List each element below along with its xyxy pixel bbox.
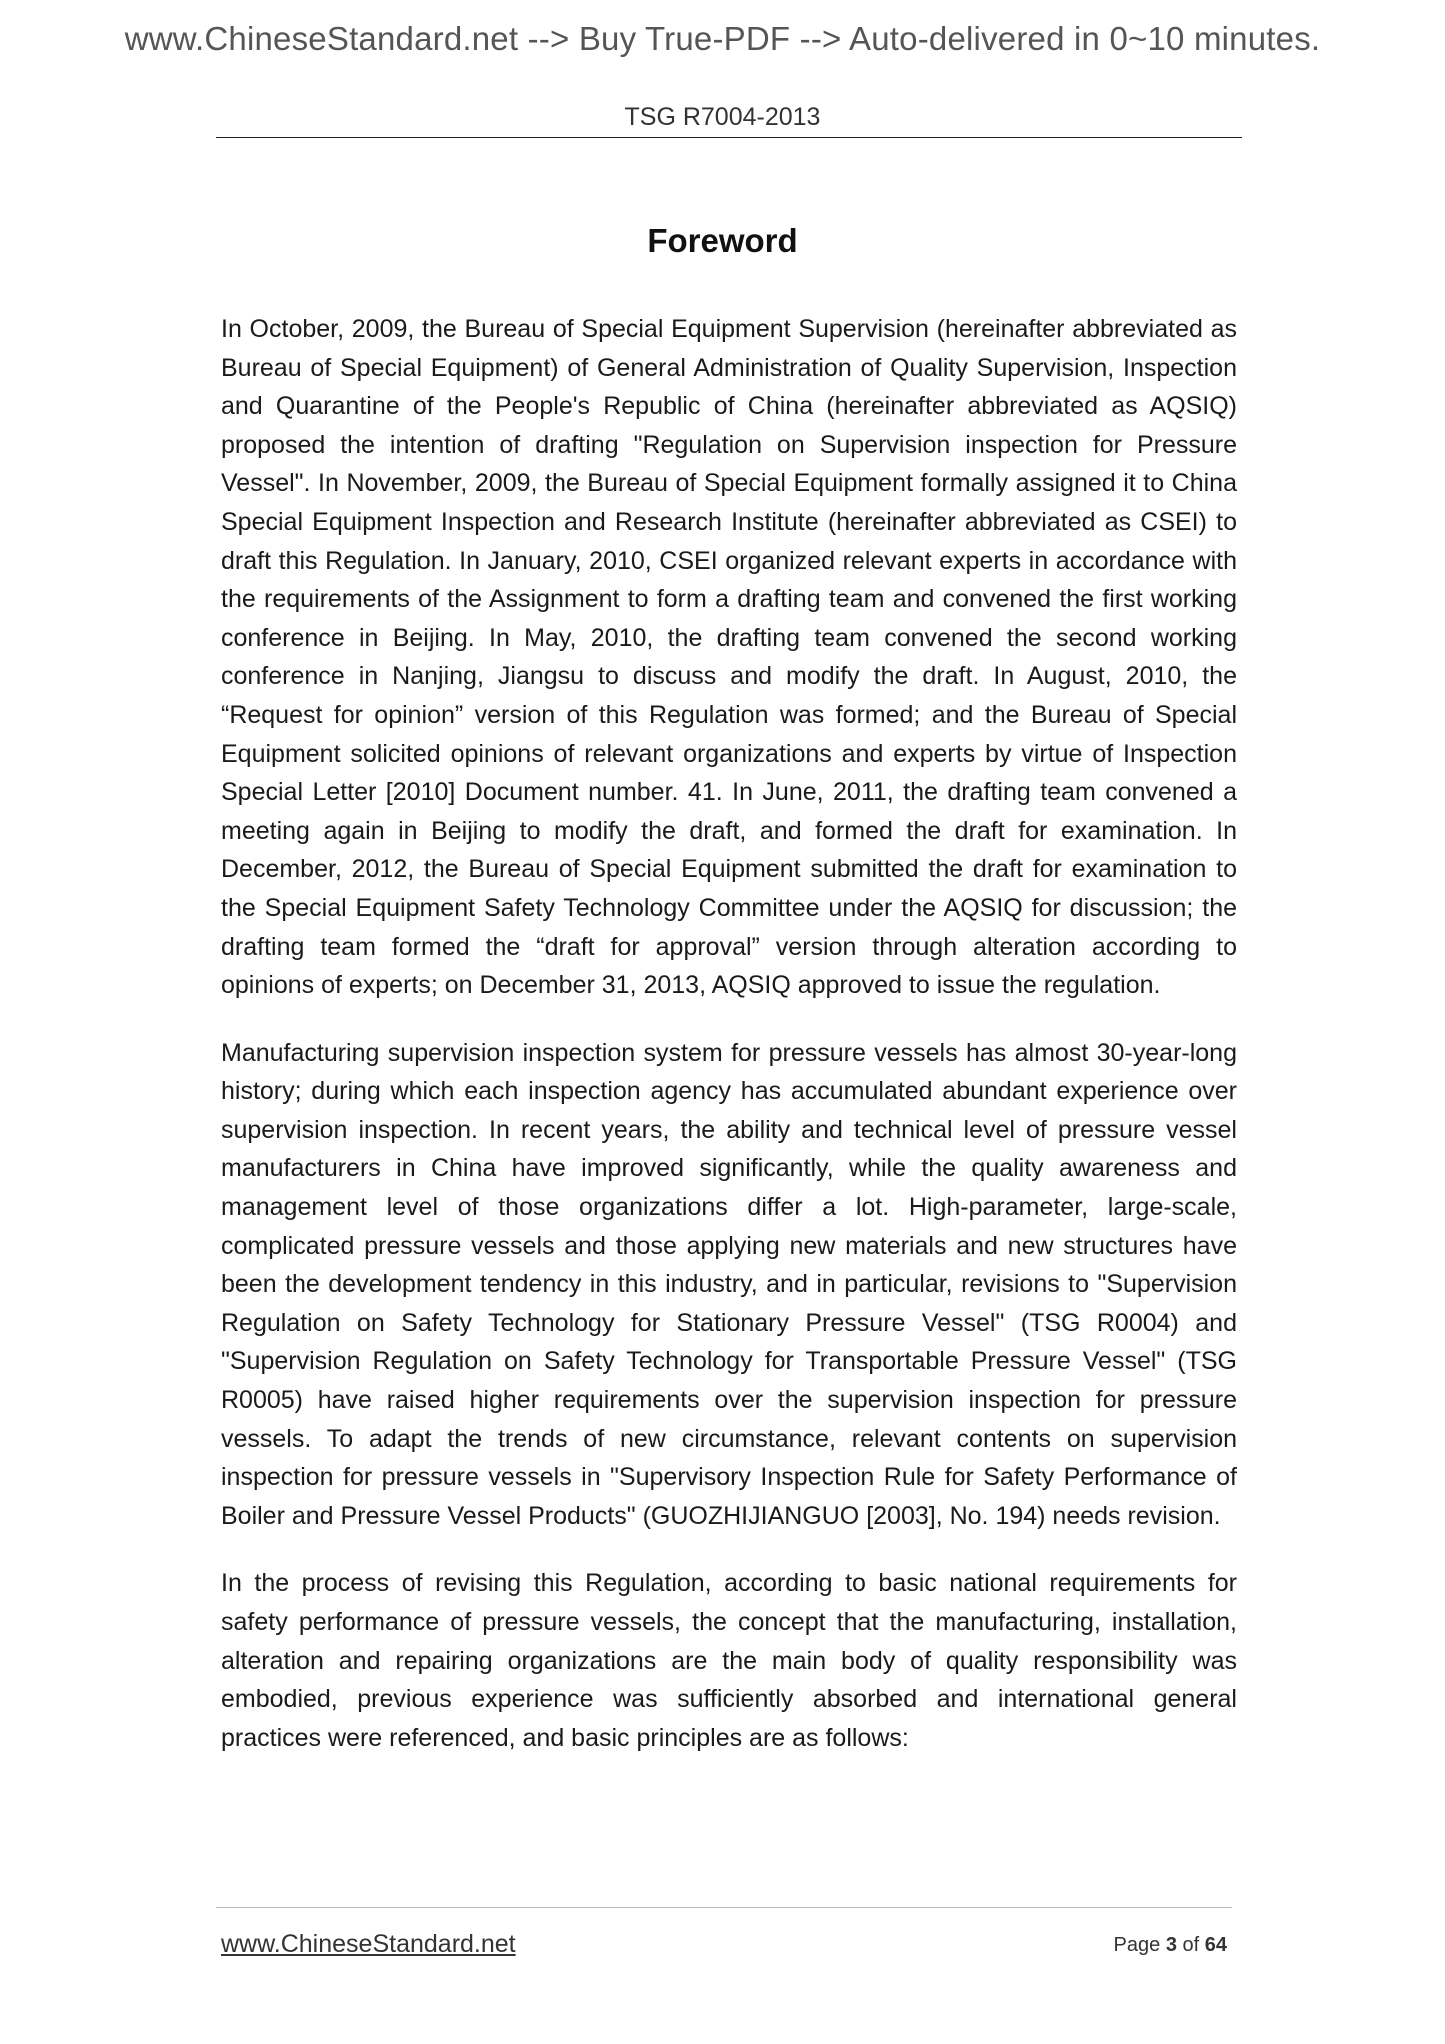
page-of: of	[1182, 1934, 1200, 1956]
page-title: Foreword	[647, 222, 798, 259]
page-prefix: Page	[1113, 1934, 1161, 1956]
paragraph-2: Manufacturing supervision inspection system for pressure vessels has almost 30-year-long history; during which each inspection agency has accumulated abundant experience over supervision inspection. In recent years, the ability and technical level of pressure vessel manufacturers in China have improved significantly, while the quality awareness and management level of those organizations differ a lot. High-parameter, large-scale, complicated pressure vessels and those applying new materials and new structures have been the development tendency in this industry, and in particular, revisions to "Supervision Regulation on Safety Technology for Stationary Pressure Vessel" (TSG R0004) and "Supervision Regulation on Safety Technology for Transportable Pressure Vessel" (TSG R0005) have raised higher requirements over the supervision inspection for pressure vessels. To adapt the trends of new circumstance, relevant contents on supervision inspection for pressure vessels in "Supervisory Inspection Rule for Safety Performance of Boiler and Pressure Vessel Products" (GUOZHIJIANGUO [2003], No. 194) needs revision.	[221, 1038, 1237, 1530]
page-number: 3	[1165, 1934, 1177, 1956]
document-code: TSG R7004-2013	[624, 103, 821, 131]
page-indicator	[1114, 1934, 1227, 1957]
paragraph-3: In the process of revising this Regulation, according to basic national requirements for safety performance of pressure vessels, the concept that the manufacturing, installation, alteration and repairing organizations are the main body of quality responsibility was embodied, previous experience was sufficiently absorbed and international general practices were referenced, and basic principles are as follows:	[221, 1569, 1237, 1752]
header-banner[interactable]: www.ChineseStandard.net --> Buy True-PDF --> Auto-delivered in 0~10 minutes.	[124, 20, 1321, 57]
footer-site-link[interactable]: www.ChineseStandard.net	[221, 1930, 516, 1958]
body-text	[221, 310, 1237, 1786]
header-divider	[216, 137, 1242, 138]
footer-divider	[216, 1907, 1232, 1908]
paragraph-1: In October, 2009, the Bureau of Special Equipment Supervision (hereinafter abbreviated as Bureau of Special Equipment) of General Administration of Quality Supervision, Inspection and Quarantine of the People's Republic of China (hereinafter abbreviated as AQSIQ) proposed the intention of drafting "Regulation on Supervision inspection for Pressure Vessel". In November, 2009, the Bureau of Special Equipment formally assigned it to China Special Equipment Inspection and Research Institute (hereinafter abbreviated as CSEI) to draft this Regulation. In January, 2010, CSEI organized relevant experts in accordance with the requirements of the Assignment to form a drafting team and convened the first working conference in Beijing. In May, 2010, the drafting team convened the second working conference in Nanjing, Jiangsu to discuss and modify the draft. In August, 2010, the “Request for opinion” version of this Regulation was formed; and the Bureau of Special Equipment solicited opinions of relevant organizations and experts by virtue of Inspection Special Letter [2010] Document number. 41. In June, 2011, the drafting team convened a meeting again in Beijing to modify the draft, and formed the draft for examination. In December, 2012, the Bureau of Special Equipment submitted the draft for examination to the Special Equipment Safety Technology Committee under the AQSIQ for discussion; the drafting team formed the “draft for approval” version through alteration according to opinions of experts; on December 31, 2013, AQSIQ approved to issue the regulation.	[221, 315, 1237, 1000]
page-total: 64	[1204, 1934, 1227, 1956]
